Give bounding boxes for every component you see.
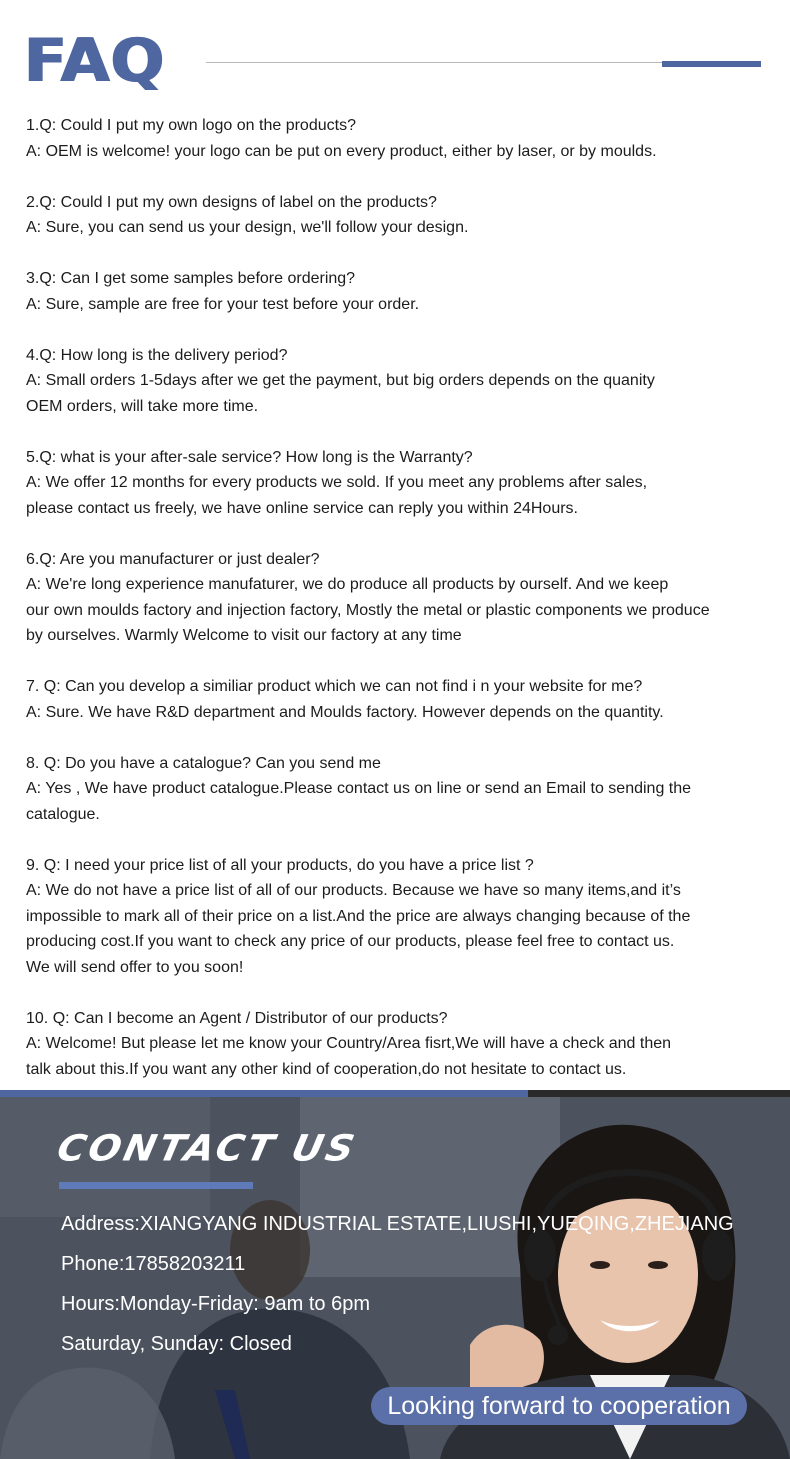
faq-question: 5.Q: what is your after-sale service? How long is the Warranty? <box>26 448 473 466</box>
faq-answer-line: A: Sure, you can send us your design, we'll follow your design. <box>26 219 469 236</box>
faq-answer-line: A: Yes , We have product catalogue.Please contact us on line or send an Email to sending the <box>26 780 692 797</box>
faq-answer-line: A: OEM is welcome! your logo can be put on every product, either by laser, or by moulds. <box>26 142 657 160</box>
faq-item <box>26 343 770 420</box>
faq-question: 3.Q: Can I get some samples before ordering? <box>26 270 356 287</box>
faq-answer-line: OEM orders, will take more time. <box>26 397 259 415</box>
faq-answer-line: A: We're long experience manufaturer, we do produce all products by ourself. And we keep <box>26 576 669 593</box>
faq-item <box>26 113 770 164</box>
faq-item <box>26 445 770 522</box>
faq-question: 10. Q: Can I become an Agent / Distributor of our products? <box>26 1009 448 1027</box>
faq-item <box>26 1006 770 1083</box>
faq-answer-line: producing cost.If you want to check any price of our products, please feel free to contact us. <box>26 933 675 950</box>
faq-title: FAQ <box>24 26 166 96</box>
faq-item <box>26 547 770 649</box>
cooperation-badge: Looking forward to cooperation <box>371 1387 747 1425</box>
faq-answer-line: A: Sure. We have R&D department and Moulds factory. However depends on the quantity. <box>26 703 664 721</box>
contact-weekend-hours: Saturday, Sunday: Closed <box>61 1333 292 1355</box>
contact-hours: Hours:Monday-Friday: 9am to 6pm <box>61 1293 371 1315</box>
faq-question: 9. Q: I need your price list of all your products, do you have a price list ? <box>26 856 534 874</box>
contact-title-underline <box>59 1182 253 1189</box>
faq-question: 6.Q: Are you manufacturer or just dealer? <box>26 550 320 568</box>
faq-divider-accent <box>662 61 761 67</box>
faq-answer-line: A: We do not have a price list of all of our products. Because we have so many items,and it’s <box>26 882 681 899</box>
contact-address: Address:XIANGYANG INDUSTRIAL ESTATE,LIUSHI,YUEQING,ZHEJIANG <box>61 1213 734 1235</box>
faq-answer-line: A: Welcome! But please let me know your Country/Area fisrt,We will have a check and then <box>26 1035 672 1052</box>
faq-question: 8. Q: Do you have a catalogue? Can you send me <box>26 754 381 772</box>
faq-list <box>26 113 770 1108</box>
faq-answer-line: A: We offer 12 months for every products we sold. If you meet any problems after sales, <box>26 474 648 491</box>
faq-answer-line: A: Sure, sample are free for your test before your order. <box>26 295 420 313</box>
faq-answer-line: impossible to mark all of their price on a list.And the price are always changing because of the <box>26 907 691 925</box>
faq-question: 2.Q: Could I put my own designs of label on the products? <box>26 193 437 211</box>
faq-answer-line: our own moulds factory and injection factory, Mostly the metal or plastic components we produce <box>26 601 710 619</box>
faq-answer-line: by ourselves. Warmly Welcome to visit our factory at any time <box>26 627 462 644</box>
faq-answer-line: A: Small orders 1-5days after we get the payment, but big orders depends on the quanity <box>26 372 655 389</box>
faq-item <box>26 266 770 317</box>
faq-answer-line: catalogue. <box>26 805 100 823</box>
faq-item <box>26 190 770 241</box>
faq-answer-line: please contact us freely, we have online service can reply you within 24Hours. <box>26 499 578 517</box>
contact-banner <box>0 1090 790 1459</box>
faq-answer-line: talk about this.If you want any other kind of cooperation,do not hesitate to contact us. <box>26 1060 627 1078</box>
contact-phone: Phone:17858203211 <box>61 1253 246 1275</box>
faq-question: 4.Q: How long is the delivery period? <box>26 346 288 364</box>
faq-question: 7. Q: Can you develop a similiar product which we can not find i n your website for me? <box>26 678 643 695</box>
faq-answer-line: We will send offer to you soon! <box>26 958 244 976</box>
faq-item <box>26 751 770 828</box>
contact-title: CONTACT US <box>53 1127 361 1169</box>
faq-question: 1.Q: Could I put my own logo on the products? <box>26 117 356 134</box>
faq-item <box>26 853 770 981</box>
faq-item <box>26 674 770 725</box>
